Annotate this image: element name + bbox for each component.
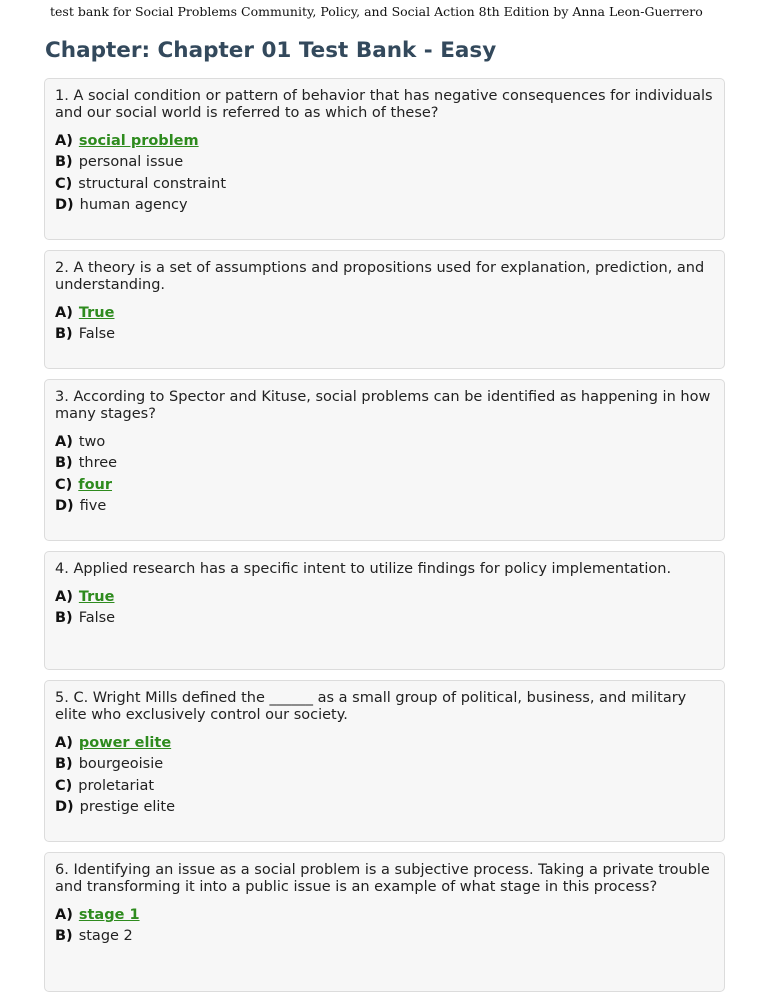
option-letter: A)	[55, 434, 73, 450]
option-text: bourgeoisie	[78, 756, 164, 773]
option-letter: B)	[55, 928, 73, 945]
option-text: proletariat	[78, 777, 155, 794]
option-b	[55, 152, 714, 173]
correct-answer-text: social problem	[78, 133, 199, 149]
option-letter: B)	[55, 326, 73, 343]
option-a	[55, 432, 714, 453]
correct-answer-text: four	[78, 476, 113, 493]
option-b	[55, 926, 714, 947]
option-text: personal issue	[78, 154, 184, 171]
question-card-4	[44, 551, 725, 670]
option-text: prestige elite	[79, 798, 176, 815]
option-d	[55, 797, 714, 818]
option-letter: A)	[55, 589, 73, 605]
question-card-1	[44, 78, 725, 240]
correct-answer-text: True	[78, 589, 115, 605]
chapter-title: Chapter: Chapter 01 Test Bank - Easy	[45, 38, 497, 63]
question-card-6	[44, 852, 725, 992]
option-letter: B)	[55, 154, 73, 171]
option-text: human agency	[79, 196, 188, 213]
option-a	[55, 733, 714, 754]
option-d	[55, 496, 714, 517]
option-a	[55, 131, 714, 152]
option-c	[55, 475, 714, 496]
option-c	[55, 776, 714, 797]
option-letter: A)	[55, 305, 73, 321]
option-letter: D)	[55, 196, 74, 213]
question-list	[44, 78, 725, 1002]
option-a	[55, 905, 714, 926]
option-text: False	[78, 326, 116, 343]
question-text: 2. A theory is a set of assumptions and propositions used for explanation, prediction, and understanding.	[55, 260, 705, 293]
option-d	[55, 195, 714, 216]
option-text: False	[78, 610, 116, 627]
option-letter: D)	[55, 798, 74, 815]
question-text: 6. Identifying an issue as a social problem is a subjective process. Taking a private trouble and transforming it into a public issue is an example of what stage in this process?	[55, 862, 710, 895]
option-text: structural constraint	[78, 175, 227, 192]
option-text: three	[78, 455, 118, 472]
option-b	[55, 453, 714, 474]
question-text: 3. According to Spector and Kituse, social problems can be identified as happening in how many stages?	[55, 389, 711, 422]
book-title-header: test bank for Social Problems Community, Policy, and Social Action 8th Edition by Anna Leon-Guerrero	[50, 4, 703, 19]
question-text: 1. A social condition or pattern of behavior that has negative consequences for individuals and our social world is referred to as which of these?	[55, 88, 713, 121]
option-text: five	[79, 497, 107, 514]
option-letter: C)	[55, 476, 73, 493]
question-text: 4. Applied research has a specific intent to utilize findings for policy implementation.	[55, 561, 672, 577]
correct-answer-text: stage 1	[78, 907, 140, 923]
option-letter: B)	[55, 455, 73, 472]
option-letter: B)	[55, 610, 73, 627]
option-letter: C)	[55, 175, 73, 192]
option-text: two	[78, 434, 106, 450]
option-text: stage 2	[78, 928, 133, 945]
option-a	[55, 587, 714, 608]
question-card-5	[44, 680, 725, 842]
option-a	[55, 303, 714, 324]
option-letter: A)	[55, 735, 73, 751]
option-letter: A)	[55, 907, 73, 923]
question-card-2	[44, 250, 725, 369]
option-letter: A)	[55, 133, 73, 149]
question-text: 5. C. Wright Mills defined the ______ as a small group of political, business, and military elite who exclusively control our society.	[55, 690, 687, 723]
correct-answer-text: power elite	[78, 735, 172, 751]
option-letter: C)	[55, 777, 73, 794]
option-b	[55, 324, 714, 345]
option-letter: D)	[55, 497, 74, 514]
question-card-3	[44, 379, 725, 541]
option-b	[55, 754, 714, 775]
correct-answer-text: True	[78, 305, 115, 321]
option-c	[55, 174, 714, 195]
option-letter: B)	[55, 756, 73, 773]
option-b	[55, 608, 714, 629]
